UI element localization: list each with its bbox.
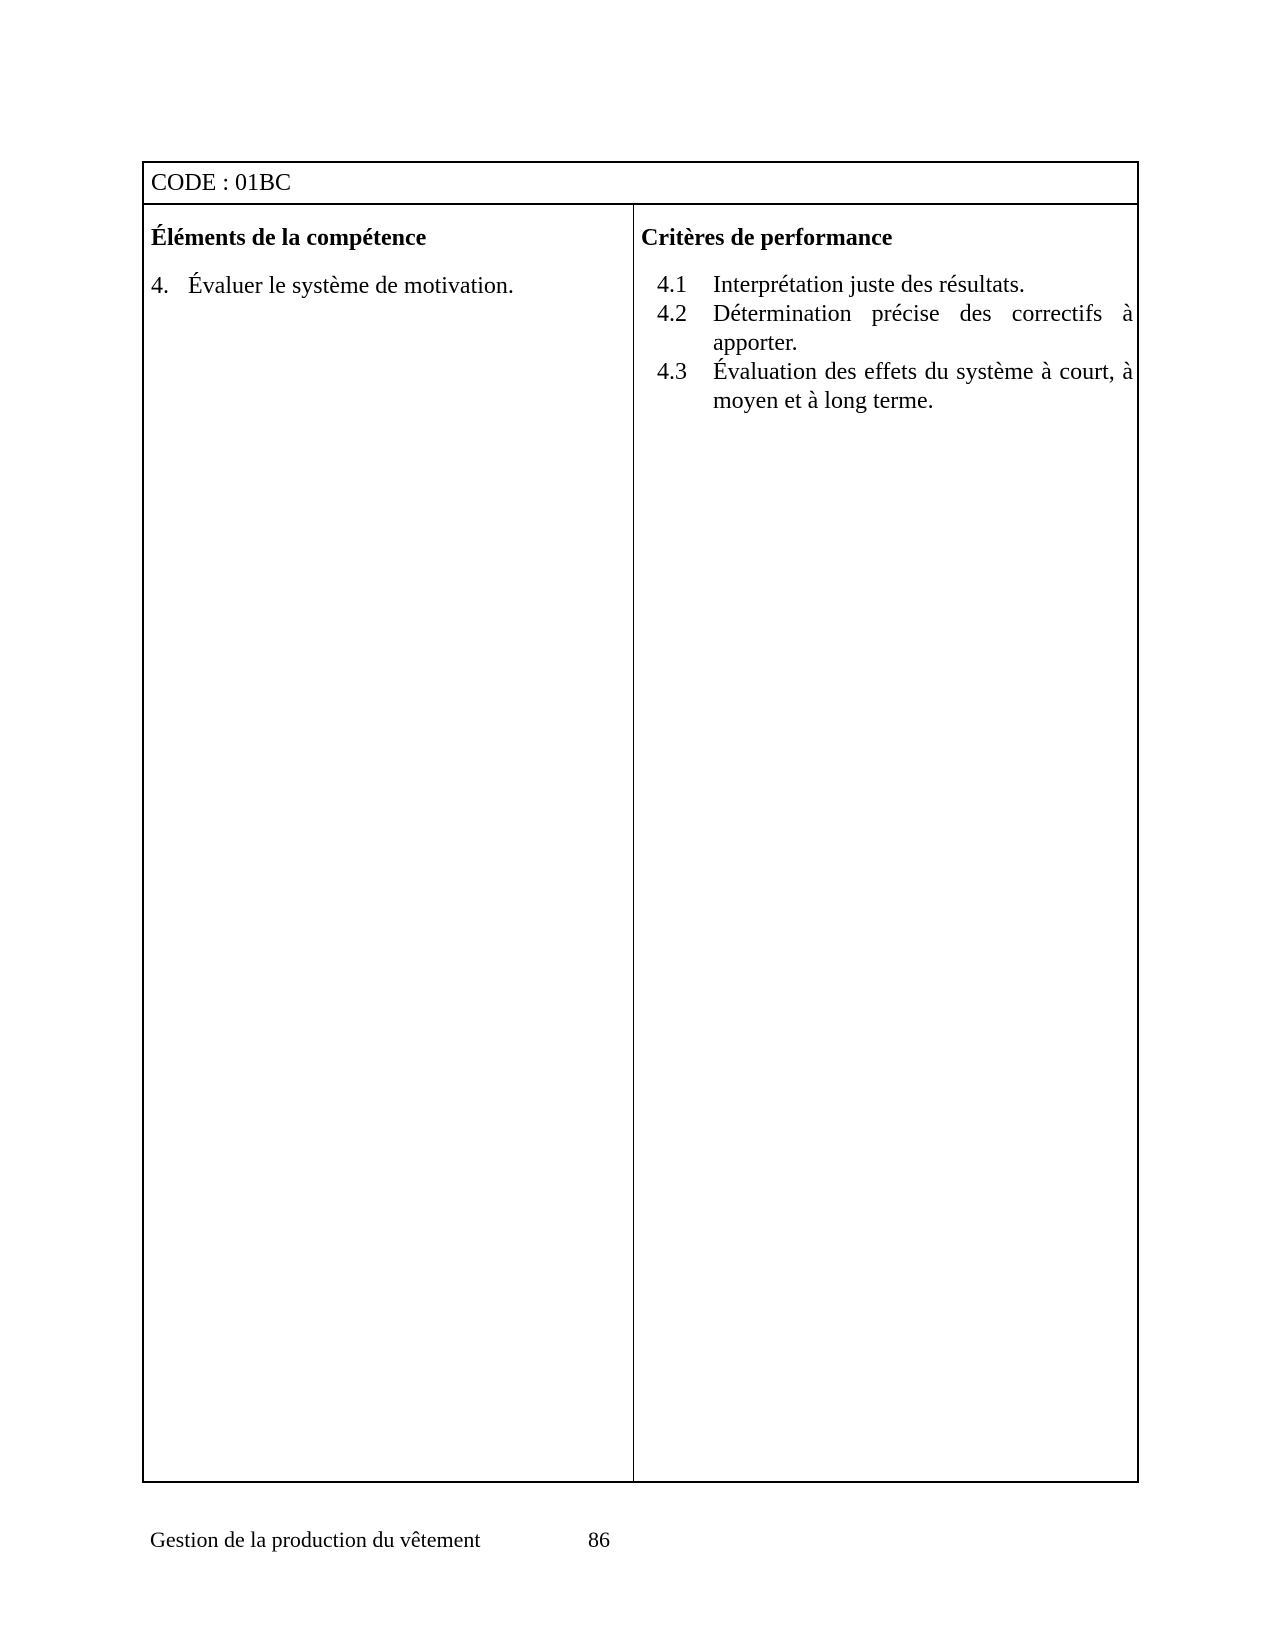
elements-heading: Éléments de la compétence bbox=[151, 225, 427, 251]
criteria-column bbox=[641, 223, 1133, 416]
criteria-text: Interprétation juste des résultats. bbox=[713, 272, 1025, 298]
element-text: Évaluer le système de motivation. bbox=[188, 273, 514, 299]
criteria-item bbox=[641, 358, 1133, 416]
criteria-number: 4.1 bbox=[657, 272, 687, 298]
element-item bbox=[151, 271, 621, 301]
code-header: CODE : 01BC bbox=[144, 163, 1137, 205]
criteria-number: 4.3 bbox=[657, 359, 687, 385]
criteria-number: 4.2 bbox=[657, 301, 687, 327]
element-number: 4. bbox=[151, 273, 169, 299]
criteria-item bbox=[641, 300, 1133, 358]
column-divider bbox=[633, 205, 634, 1481]
elements-column bbox=[151, 223, 621, 301]
criteria-text: Évaluation des effets du système à court, à moyen et à long terme. bbox=[713, 359, 1133, 414]
competency-table bbox=[142, 161, 1139, 1483]
page-number: 86 bbox=[588, 1527, 610, 1552]
criteria-item bbox=[641, 271, 1133, 300]
criteria-text: Détermination précise des correctifs à apporter. bbox=[713, 301, 1133, 356]
criteria-list bbox=[641, 271, 1133, 416]
criteria-heading: Critères de performance bbox=[641, 225, 893, 251]
footer-title: Gestion de la production du vêtement bbox=[150, 1527, 481, 1552]
